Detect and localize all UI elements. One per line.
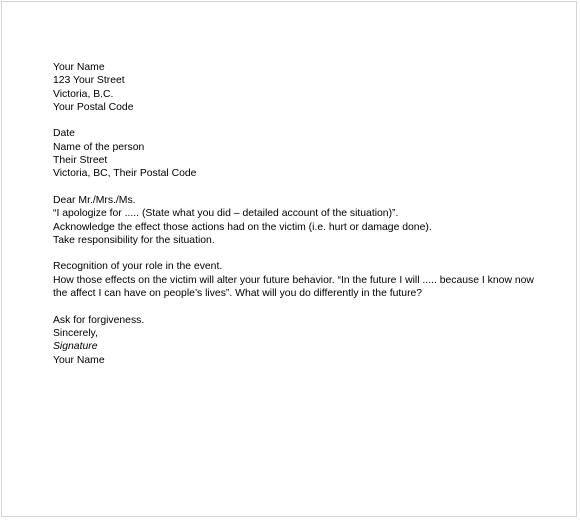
signoff-name: Your Name [53, 354, 105, 366]
forgiveness-paragraph: Ask for forgiveness. [53, 314, 145, 326]
letter-body [53, 61, 553, 367]
future-line-2: the affect I can have on people’s lives”. What will you do differently in the future? [53, 288, 423, 300]
letter-date: Date [53, 128, 75, 140]
acknowledge-line: Acknowledge the effect those actions had on the victim (i.e. hurt or damage done). [53, 221, 432, 233]
salutation: Dear Mr./Mrs./Ms. [53, 194, 136, 206]
responsibility-line: Take responsibility for the situation. [53, 234, 215, 246]
recipient-street: Their Street [53, 155, 108, 167]
recognition-paragraph: Recognition of your role in the event. [53, 261, 223, 273]
future-line-1: How those effects on the victim will alter your future behavior. “In the future I will ..... because I know now [53, 274, 534, 286]
acknowledge-paragraph [53, 221, 553, 248]
sender-street: 123 Your Street [53, 75, 125, 87]
document-page [1, 1, 577, 517]
recipient-address [53, 141, 553, 181]
sender-name: Your Name [53, 62, 105, 73]
signature: Signature [53, 341, 98, 353]
sender-postal: Your Postal Code [53, 101, 134, 113]
closing: Sincerely, [53, 327, 98, 339]
sender-city: Victoria, B.C. [53, 88, 114, 100]
recipient-city-postal: Victoria, BC, Their Postal Code [53, 168, 197, 180]
sender-address [53, 61, 553, 114]
apology-paragraph: “I apologize for ..... (State what you did – detailed account of the situation)”. [53, 208, 399, 220]
recipient-name: Name of the person [53, 141, 145, 153]
future-paragraph [53, 274, 553, 301]
